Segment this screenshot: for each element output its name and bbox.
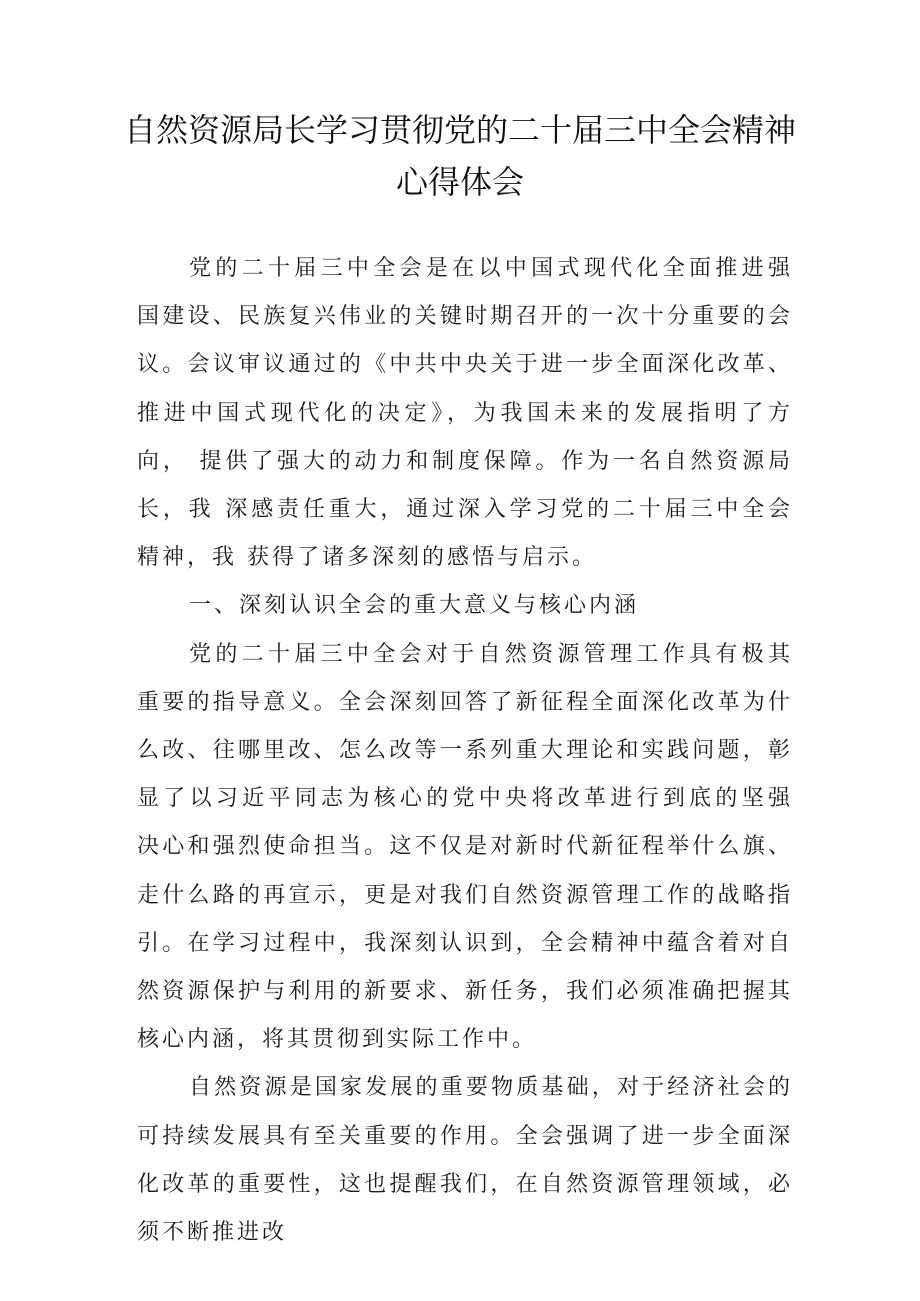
document-body xyxy=(137,245,793,1257)
paragraph-significance: 党的二十届三中全会对于自然资源管理工作具有极其 重要的指导意义。全会深刻回答了新征程全面深化改革为什 么改、往哪里改、怎么改等一系列重大理论和实践问题，彰 显了以习近平同志为核心的党中央将改革进行到底的坚强 决心和强烈使命担当。这不仅是对新时代新征程举什么旗、 走什么路的再宣示，更是对我们自然资源管理工作的战略指 引。在学习过程中，我深刻认识到，全会精神中蕴含着对自 然资源保护与利用的新要求、新任务，我们必须准确把握其 核心内涵，将其贯彻到实际工作中。 xyxy=(137,641,793,1053)
paragraph-intro: 党的二十届三中全会是在以中国式现代化全面推进强 国建设、民族复兴伟业的关键时期召开的一次十分重要的会 议。会议审议通过的《中共中央关于进一步全面深化改革、 推进中国式现代化的决定》，为我国未来的发展指明了方向， 提供了强大的动力和制度保障。作为一名自然资源局长，我 深感责任重大，通过深入学习党的二十届三中全会精神，我 获得了诸多深刻的感悟与启示。 xyxy=(137,256,793,571)
section-heading-1: 一、深刻认识全会的重大意义与核心内涵 xyxy=(189,593,640,619)
document-title: 自然资源局长学习贯彻党的二十届三中全会精神心得体会 xyxy=(123,111,796,201)
paragraph-natural-resources: 自然资源是国家发展的重要物质基础，对于经济社会的 可持续发展具有至关重要的作用。全会强调了进一步全面深 化改革的重要性，这也提醒我们，在自然资源管理领域，必 须不断推进改 xyxy=(137,1075,793,1246)
